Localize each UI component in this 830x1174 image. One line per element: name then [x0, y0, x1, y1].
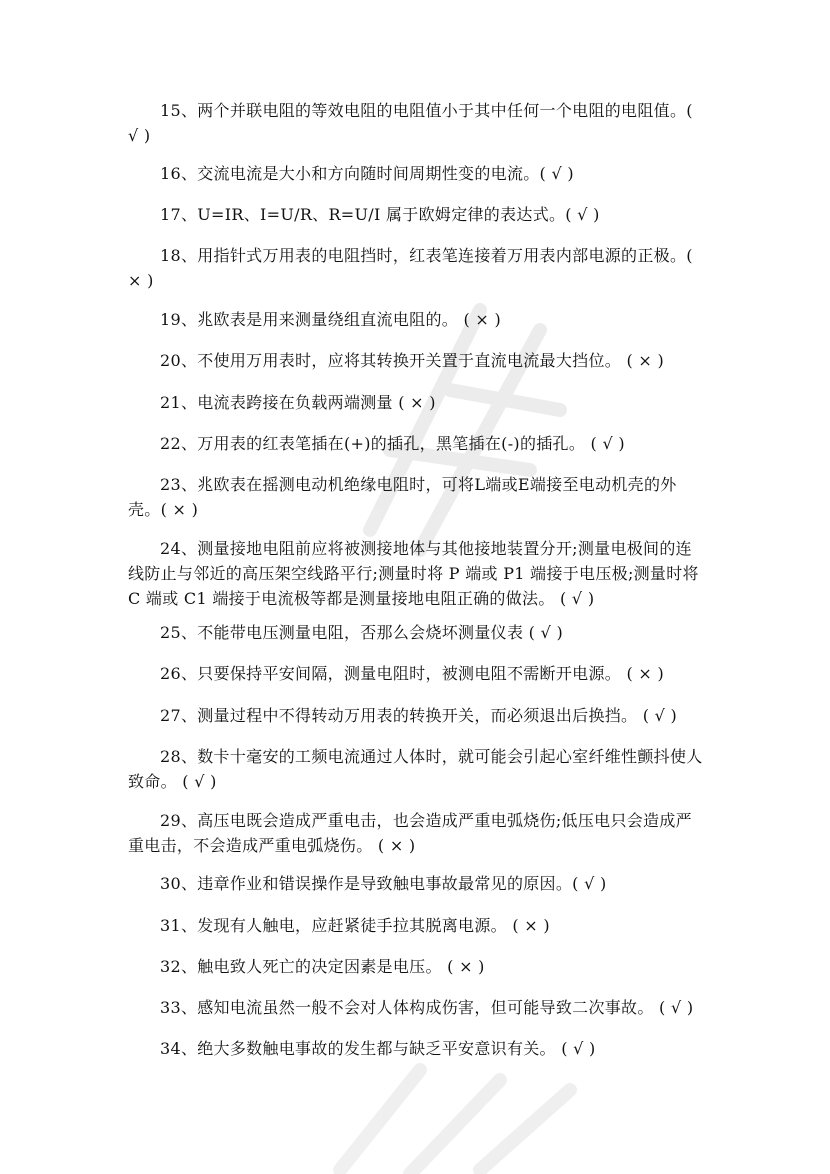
question-34 — [128, 1036, 708, 1061]
question-text: 17、U=IR、I=U/R、R=U/I 属于欧姆定律的表达式。( √ ) — [160, 205, 600, 224]
question-18 — [128, 243, 708, 293]
question-29 — [128, 808, 708, 858]
question-text: 27、测量过程中不得转动万用表的转换开关，而必须退出后换挡。 ( √ ) — [160, 706, 678, 725]
question-15 — [128, 98, 708, 148]
question-text: 34、绝大多数触电事故的发生都与缺乏平安意识有关。 ( √ ) — [160, 1039, 596, 1058]
question-text: 20、不使用万用表时，应将其转换开关置于直流电流最大挡位。 ( × ) — [160, 351, 665, 370]
question-21 — [128, 390, 708, 415]
question-text: 19、兆欧表是用来测量绕组直流电阻的。 ( × ) — [160, 310, 502, 329]
question-17 — [128, 202, 708, 227]
question-31 — [128, 913, 708, 938]
question-text: 32、触电致人死亡的决定因素是电压。 ( × ) — [160, 957, 485, 976]
question-32 — [128, 954, 708, 979]
question-text: 23、兆欧表在摇测电动机绝缘电阻时，可将L端或E端接至电动机壳的外壳。( × ) — [128, 475, 677, 519]
question-text: 21、电流表跨接在负载两端测量 ( × ) — [160, 393, 436, 412]
question-23 — [128, 472, 708, 522]
question-text: 15、两个并联电阻的等效电阻的电阻值小于其中任何一个电阻的电阻值。( √ ) — [128, 101, 693, 145]
question-26 — [128, 661, 708, 686]
question-19 — [128, 307, 708, 332]
question-text: 31、发现有人触电，应赶紧徒手拉其脱离电源。 ( × ) — [160, 916, 550, 935]
question-27 — [128, 703, 708, 728]
question-text: 25、不能带电压测量电阻，否那么会烧坏测量仪表 ( √ ) — [160, 623, 563, 642]
question-text: 29、高压电既会造成严重电击，也会造成严重电弧烧伤;低压电只会造成严重电击，不会造成严重电弧烧伤。 ( × ) — [128, 811, 692, 855]
question-16 — [128, 161, 708, 186]
question-33 — [128, 995, 708, 1020]
question-text: 28、数卡十毫安的工频电流通过人体时，就可能会引起心室纤维性颤抖使人致命。 ( √ ) — [128, 747, 703, 791]
question-text: 24、测量接地电阻前应将被测接地体与其他接地装置分开;测量电极间的连线防止与邻近的高压架空线路平行;测量时将 P 端或 P1 端接于电压极;测量时将 C 端或 C1 端接于电流极等都是测量接地电阻正确的做法。 ( √ ) — [128, 539, 699, 608]
question-text: 22、万用表的红表笔插在(+)的插孔，黑笔插在(-)的插孔。 ( √ ) — [160, 434, 625, 453]
question-20 — [128, 348, 708, 373]
question-30 — [128, 871, 708, 896]
question-text: 33、感知电流虽然一般不会对人体构成伤害，但可能导致二次事故。 ( √ ) — [160, 998, 694, 1017]
question-text: 30、违章作业和错误操作是导致触电事故最常见的原因。( √ ) — [160, 874, 607, 893]
question-24 — [128, 536, 708, 611]
question-22 — [128, 431, 708, 456]
question-text: 26、只要保持平安间隔，测量电阻时，被测电阻不需断开电源。 ( × ) — [160, 664, 665, 683]
question-28 — [128, 744, 708, 794]
question-text: 16、交流电流是大小和方向随时间周期性变的电流。( √ ) — [160, 164, 574, 183]
question-text: 18、用指针式万用表的电阻挡时，红表笔连接着万用表内部电源的正极。( × ) — [128, 246, 693, 290]
question-25 — [128, 620, 708, 645]
